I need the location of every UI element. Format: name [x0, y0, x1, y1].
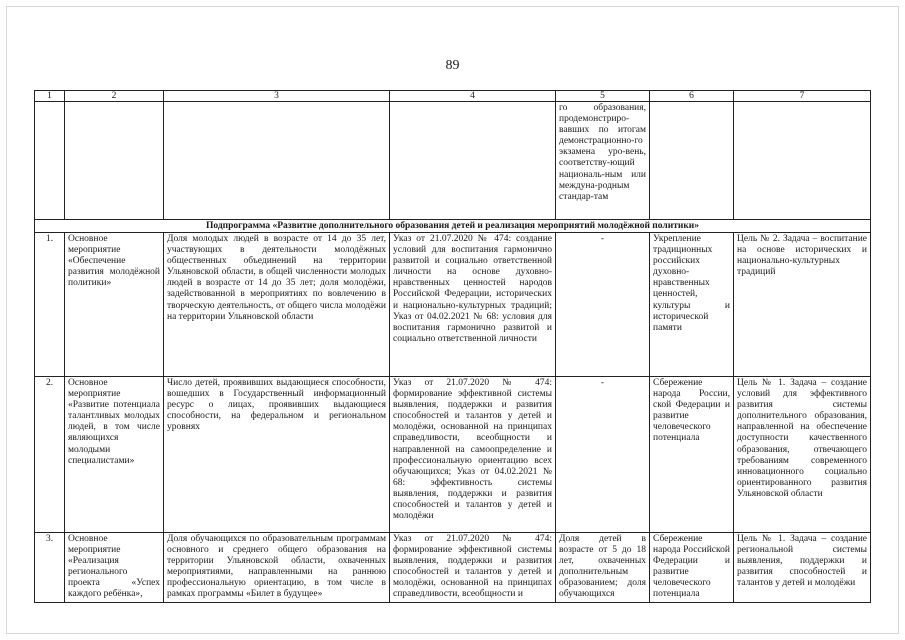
column-header-5: 5 [556, 91, 650, 102]
col5-text: - [556, 233, 650, 377]
empty-cell [390, 102, 556, 220]
subprogram-title: Подпрограмма «Развитие дополнительного образования детей и реализация мероприятий молодёжной политики» [35, 220, 871, 233]
indicator-text: Доля молодых людей в возрасте от 14 до 35 лет, участвующих в деятельности молодёжных общественных объединений на территории Ульяновской области, в общей численности молодых людей в возрасте от 14 до 35 лет; доля молодёжи, задействованной в мероприятиях по вовлечению в творческую деятельность, от общего числа молодёжи на территории Ульяновской области [164, 233, 390, 377]
indicator-text: Доля обучающихся по образовательным программам основного и среднего общего образования на территории Ульяновской области, охваченных мероприятиями, направленными на раннюю профессиональную ориентацию, в том числе в рамках программы «Билет в будущее» [164, 533, 390, 603]
table-row [35, 533, 871, 603]
row-number: 2. [35, 377, 65, 533]
decree-text: Указ от 21.07.2020 № 474: формирование эффективной системы выявления, поддержки и развития способностей и талантов у детей и молодёжи, основанной на принципах справедливости, всеобщности и направленной на самоопределение и профессиональную ориентацию всех обучающихся; Указ от 04.02.2021 № 68: эффективность системы выявления, поддержки и развития способностей и талантов у детей и молодёжи [390, 377, 556, 533]
goal-task-text: Цель № 1. Задача – создание условий для эффективного развития системы дополнительного образования, направленной на обеспечение доступности качественного образования, отвечающего требованиям современного инновационного социально ориентированного развития Ульяновской области [734, 377, 871, 533]
table-row [35, 377, 871, 533]
empty-cell [164, 102, 390, 220]
col5-text: - [556, 377, 650, 533]
page-number: 89 [445, 58, 460, 73]
row-number: 3. [35, 533, 65, 603]
row-number: 1. [35, 233, 65, 377]
empty-cell [35, 102, 65, 220]
column-header-7: 7 [734, 91, 871, 102]
empty-cell [650, 102, 734, 220]
national-goal-text: Укрепление традиционных российских духовно-нравственных ценностей, культуры и исторической памяти [650, 233, 734, 377]
column-header-2: 2 [65, 91, 164, 102]
decree-text: Указ от 21.07.2020 № 474: формирование эффективной системы выявления, поддержки и развития способностей и талантов у детей и молодёжи, основанной на принципах справедливости, всеобщности и [390, 533, 556, 603]
column-header-1: 1 [35, 91, 65, 102]
goal-task-text: Цель № 1. Задача – создание региональной системы выявления, поддержки и развития способностей и талантов у детей и молодёжи [734, 533, 871, 603]
decree-text: Указ от 21.07.2020 № 474: создание условий для воспитания гармонично развитой и социально ответственной личности на основе духовно-нравственных ценностей народов Российской Федерации, исторических и национально-культурных традиций; Указ от 04.02.2021 № 68: условия для воспитания гармонично развитой и социально ответственной личности [390, 233, 556, 377]
empty-cell [734, 102, 871, 220]
indicator-text: Число детей, проявивших выдающиеся способности, вошедших в Государственный информационный ресурс о лицах, проявивших выдающиеся способности, на федеральном и региональном уровнях [164, 377, 390, 533]
column-number-row [35, 91, 871, 102]
empty-cell [65, 102, 164, 220]
measure-name: Основное мероприятие «Обеспечение развития молодёжной политики» [65, 233, 164, 377]
measure-name: Основное мероприятие «Развитие потенциала талантливых молодых людей, в том числе являющихся молодыми специалистами» [65, 377, 164, 533]
table-row [35, 233, 871, 377]
subprogram-row [35, 220, 871, 233]
column-header-4: 4 [390, 91, 556, 102]
col5-text: Доля детей в возрасте от 5 до 18 лет, охваченных дополнительным образованием; доля обучающихся [556, 533, 650, 603]
measure-name: Основное мероприятие «Реализация регионального проекта «Успех каждого ребёнка», [65, 533, 164, 603]
national-goal-text: Сбережение народа Российской Федерации и развитие человеческого потенциала [650, 533, 734, 603]
document-table [34, 90, 871, 603]
column-header-3: 3 [164, 91, 390, 102]
column-header-6: 6 [650, 91, 734, 102]
continuation-col5: го образования, продемонстриро-вавших по итогам демонстрационно-го экзамена уро-вень, соответству-ющий националь-ным или междуна-родным стандар-там [556, 102, 650, 220]
continuation-row [35, 102, 871, 220]
national-goal-text: Сбережение народа России, ской Федерации и развитие человеческого потенциала [650, 377, 734, 533]
goal-task-text: Цель № 2. Задача – воспитание на основе исторических и национально-культурных традиций [734, 233, 871, 377]
